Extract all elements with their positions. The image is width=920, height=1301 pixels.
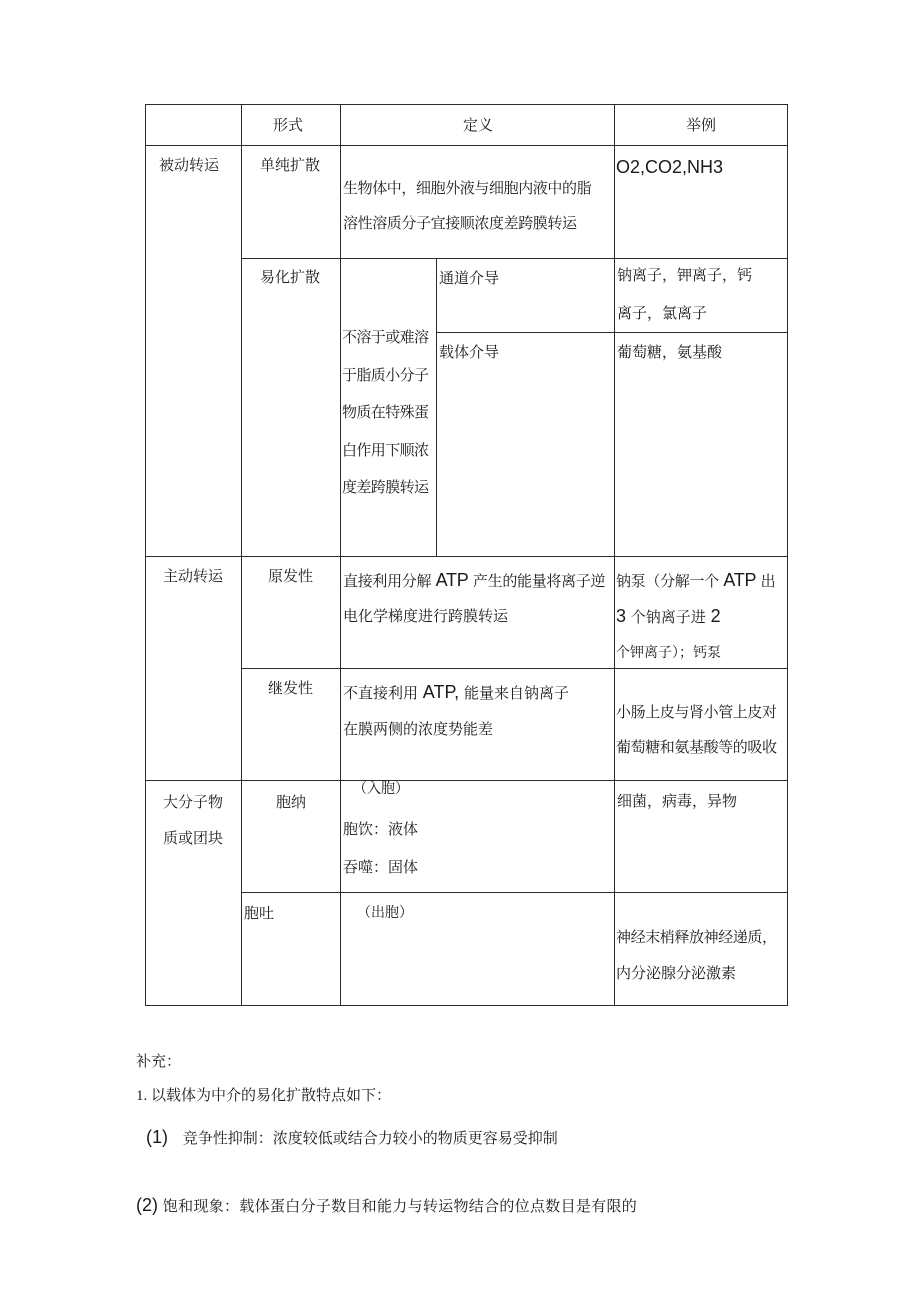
definition-facilitated-3: 物质在特殊蛋 (342, 403, 429, 421)
example-primary-atp: ATP (723, 570, 757, 590)
example-primary-1b: 出 (760, 572, 776, 590)
example-simple: O2,CO2,NH3 (616, 157, 724, 177)
example-secondary-2: 葡萄糖和氨基酸等的吸收 (616, 738, 777, 756)
example-endo: 细菌，病毒，异物 (617, 792, 738, 810)
definition-simple-2: 溶性溶质分子宜接顺浓度差跨膜转运 (343, 214, 577, 232)
table-rule (614, 104, 615, 1006)
example-secondary-1: 小肠上皮与肾小管上皮对 (616, 703, 777, 721)
supplement-item-2 (136, 1196, 637, 1214)
definition-primary-1b: 产生的能量将离子逆 (472, 572, 606, 590)
definition-primary-2: 电化学梯度进行跨膜转运 (343, 607, 509, 625)
definition-secondary-atp: ATP, (422, 682, 460, 702)
supplement-item-2-text: 饱和现象：载体蛋白分子数目和能力与转运物结合的位点数目是有限的 (162, 1197, 638, 1215)
example-channel-2: 离子，氯离子 (617, 304, 708, 322)
category-active: 主动转运 (163, 567, 224, 585)
table-border-right (787, 104, 788, 1006)
example-primary-3: 个钾离子）；钙泵 (616, 645, 721, 661)
table-rule (241, 668, 788, 669)
carrier-mediated-label: 载体介导 (439, 343, 500, 361)
example-carrier: 葡萄糖，氨基酸 (617, 343, 723, 361)
definition-primary-1 (343, 571, 605, 589)
supplement-item-1-number: (1) (146, 1127, 168, 1147)
form-endocytosis: 胞纳 (276, 793, 307, 811)
example-primary-1a: 钠泵（分解一个 (616, 572, 719, 590)
definition-secondary-2: 在膜两侧的浓度势能差 (343, 720, 494, 738)
definition-facilitated-1: 不溶于或难溶 (342, 328, 429, 346)
definition-facilitated-2: 于脂质小分子 (342, 366, 429, 384)
form-exocytosis: 胞吐 (244, 904, 275, 922)
definition-endo-2: 胞饮：液体 (343, 820, 419, 838)
supplement-title: 补充： (136, 1052, 182, 1070)
form-primary: 原发性 (268, 567, 314, 585)
example-primary-num2: 2 (710, 606, 721, 626)
table-rule (436, 258, 437, 556)
supplement-item-2-number: (2) (136, 1195, 158, 1215)
definition-secondary-1b: 能量来自钠离子 (463, 684, 569, 702)
definition-primary-1a: 直接利用分解 (343, 572, 432, 590)
example-exo-1: 神经末梢释放神经递质， (616, 928, 777, 946)
definition-exo-1: （出胞） (357, 905, 413, 921)
supplement-point-1: 1. 以载体为中介的易化扩散特点如下： (136, 1088, 392, 1104)
table-border-left (145, 104, 146, 1006)
supplement-item-1-text: 竞争性抑制：浓度较低或结合力较小的物质更容易受抑制 (182, 1129, 558, 1147)
table-rule (241, 258, 788, 259)
table-rule (340, 104, 341, 1006)
definition-endo-3: 吞噬：固体 (343, 858, 419, 876)
example-exo-2: 内分泌腺分泌激素 (616, 964, 737, 982)
channel-mediated-label: 通道介导 (439, 269, 500, 287)
definition-primary-atp: ATP (435, 570, 469, 590)
form-secondary: 继发性 (268, 679, 314, 697)
definition-endo-1: （入胞） (353, 781, 409, 797)
definition-facilitated-5: 度差跨膜转运 (342, 478, 429, 496)
table-rule (241, 104, 242, 1006)
definition-secondary-1 (343, 683, 569, 701)
definition-secondary-1a: 不直接利用 (343, 684, 419, 702)
form-simple-diffusion: 单纯扩散 (260, 156, 321, 174)
header-example: 举例 (686, 116, 717, 134)
header-definition: 定义 (463, 116, 494, 134)
form-facilitated-diffusion: 易化扩散 (260, 268, 321, 286)
definition-facilitated-4: 白作用下顺浓 (342, 441, 429, 459)
supplement-item-1 (146, 1128, 558, 1146)
example-primary-1 (616, 571, 775, 589)
example-channel-1: 钠离子，钾离子，钙 (617, 266, 753, 284)
table-rule (436, 332, 788, 333)
example-primary-num3: 3 (616, 606, 627, 626)
example-primary-2a: 个钠离子进 (630, 608, 706, 626)
definition-simple-1: 生物体中，细胞外液与细胞内液中的脂 (343, 179, 592, 197)
example-primary-2 (616, 607, 721, 625)
header-form: 形式 (273, 116, 304, 134)
category-macro-2: 质或团块 (163, 829, 224, 847)
category-macro-1: 大分子物 (163, 793, 224, 811)
table-rule (241, 892, 788, 893)
category-passive: 被动转运 (159, 156, 220, 174)
